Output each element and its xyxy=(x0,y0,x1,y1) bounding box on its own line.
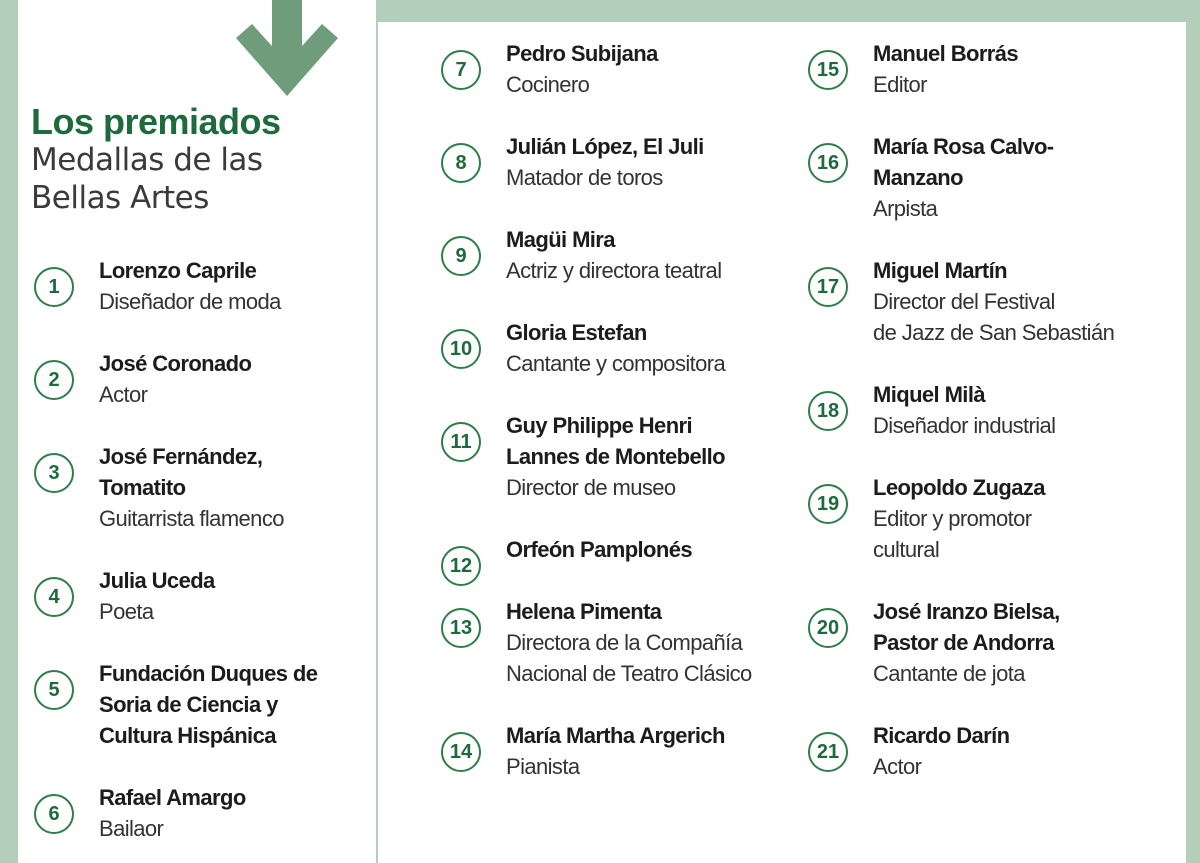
number-badge: 15 xyxy=(808,50,848,90)
awardee-role: Arpista xyxy=(873,196,938,221)
awardee-role-line-1: Director del Festival xyxy=(873,289,1055,314)
number-badge: 2 xyxy=(34,360,74,400)
number-badge: 17 xyxy=(808,267,848,307)
awardee-role-line-1: Editor y promotor xyxy=(873,506,1032,531)
awardee-name-line-1: Fundación Duques de xyxy=(99,661,318,686)
subtitle-line-1: Medallas de las xyxy=(31,142,263,178)
number-badge: 5 xyxy=(34,670,74,710)
awardee-role: Poeta xyxy=(99,599,154,624)
header xyxy=(31,102,281,218)
number-badge: 7 xyxy=(441,50,481,90)
number-badge: 9 xyxy=(441,236,481,276)
awardee-role: Director de museo xyxy=(506,475,676,500)
number-badge: 3 xyxy=(34,453,74,493)
awardee-role: Cantante y compositora xyxy=(506,351,726,376)
awardee-role-line-2: Nacional de Teatro Clásico xyxy=(506,661,752,686)
awardee-name-line-2: Pastor de Andorra xyxy=(873,630,1054,655)
awardee-name-line-1: José Fernández, xyxy=(99,444,263,469)
awardee-name: Miguel Martín xyxy=(873,258,1007,283)
awardee-role: Cocinero xyxy=(506,72,590,97)
number-badge: 16 xyxy=(808,143,848,183)
awardee-name-line-2: Manzano xyxy=(873,165,963,190)
awardee-role: Matador de toros xyxy=(506,165,663,190)
awardee-role-line-1: Directora de la Compañía xyxy=(506,630,743,655)
awardee-name-line-1: María Rosa Calvo- xyxy=(873,134,1054,159)
number-badge: 1 xyxy=(34,267,74,307)
top-frame xyxy=(378,0,1200,22)
awardee-role: Actriz y directora teatral xyxy=(506,258,722,283)
number-badge: 21 xyxy=(808,732,848,772)
awardee-name: José Coronado xyxy=(99,351,252,376)
down-arrow-icon xyxy=(236,0,338,96)
awardee-name: Gloria Estefan xyxy=(506,320,647,345)
awardee-name: Julián López, El Juli xyxy=(506,134,704,159)
awardee-name: Magüi Mira xyxy=(506,227,615,252)
number-badge: 20 xyxy=(808,608,848,648)
awardee-name: Julia Uceda xyxy=(99,568,215,593)
number-badge: 4 xyxy=(34,577,74,617)
awardee-name-line-2: Soria de Ciencia y xyxy=(99,692,278,717)
awardee-role: Editor xyxy=(873,72,927,97)
awardee-name: Rafael Amargo xyxy=(99,785,246,810)
number-badge: 14 xyxy=(441,732,481,772)
awardee-name: Ricardo Darín xyxy=(873,723,1010,748)
subtitle-line-2: Bellas Artes xyxy=(31,180,209,216)
awardee-name-line-2: Tomatito xyxy=(99,475,186,500)
awardee-name: Helena Pimenta xyxy=(506,599,662,624)
awardee-role: Diseñador de moda xyxy=(99,289,281,314)
awardee-name: Manuel Borrás xyxy=(873,41,1019,66)
awardee-name-line-1: José Iranzo Bielsa, xyxy=(873,599,1060,624)
number-badge: 13 xyxy=(441,608,481,648)
number-badge: 12 xyxy=(441,546,481,586)
awardee-name: Orfeón Pamplonés xyxy=(506,537,692,562)
awardee-role: Guitarrista flamenco xyxy=(99,506,284,531)
awardee-name-line-1: Guy Philippe Henri xyxy=(506,413,693,438)
number-badge: 10 xyxy=(441,329,481,369)
awardee-name: Lorenzo Caprile xyxy=(99,258,257,283)
awardee-role: Cantante de jota xyxy=(873,661,1025,686)
awardee-name: Miquel Milà xyxy=(873,382,985,407)
number-badge: 8 xyxy=(441,143,481,183)
awardee-name: Leopoldo Zugaza xyxy=(873,475,1045,500)
awardee-role: Bailaor xyxy=(99,816,164,841)
awardee-role: Pianista xyxy=(506,754,580,779)
page-title: Los premiados xyxy=(31,101,281,142)
awardee-name-line-3: Cultura Hispánica xyxy=(99,723,276,748)
number-badge: 6 xyxy=(34,794,74,834)
awardee-name: Pedro Subijana xyxy=(506,41,658,66)
awardee-name-line-2: Lannes de Montebello xyxy=(506,444,726,469)
number-badge: 18 xyxy=(808,391,848,431)
number-badge: 19 xyxy=(808,484,848,524)
awardee-role: Actor xyxy=(99,382,148,407)
awardee-role-line-2: cultural xyxy=(873,537,940,562)
awardee-name: María Martha Argerich xyxy=(506,723,725,748)
number-badge: 11 xyxy=(441,422,481,462)
awardee-role: Diseñador industrial xyxy=(873,413,1056,438)
awardee-role: Actor xyxy=(873,754,922,779)
awardee-role-line-2: de Jazz de San Sebastián xyxy=(873,320,1115,345)
